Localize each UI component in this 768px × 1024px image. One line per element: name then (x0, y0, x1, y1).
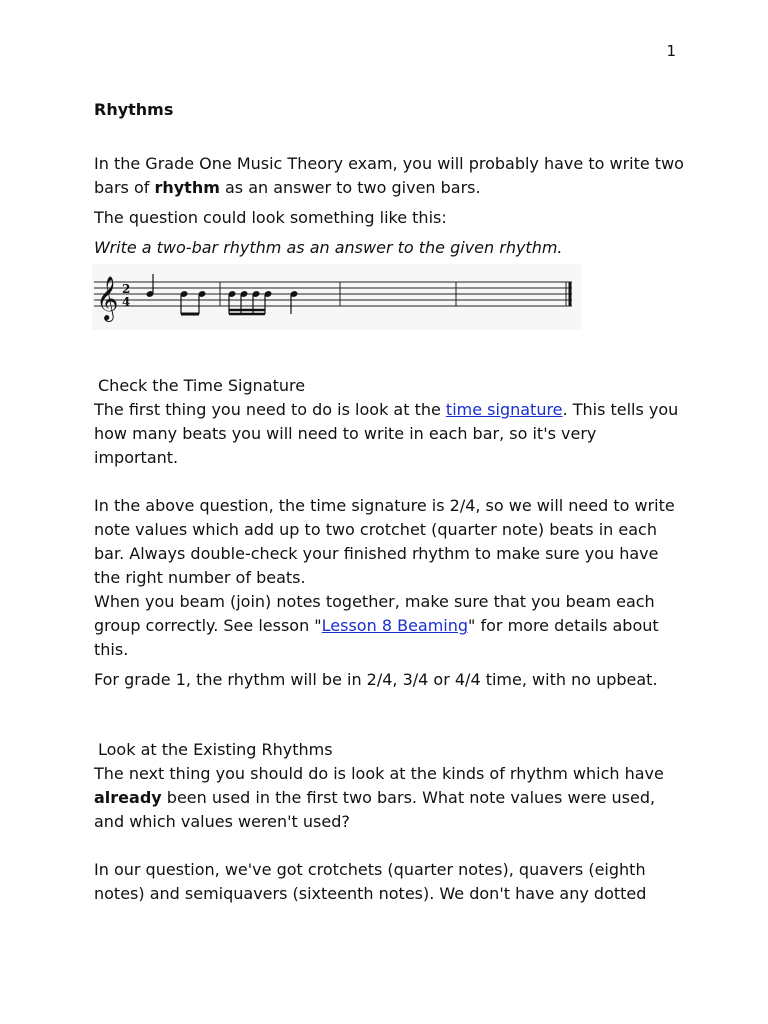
section-title-time-signature: Check the Time Signature (98, 376, 306, 395)
time-signature-link[interactable]: time signature (445, 400, 563, 419)
section-title-existing-rhythms: Look at the Existing Rhythms (98, 740, 333, 759)
page-title: Rhythms (94, 100, 174, 119)
treble-clef-icon: 𝄞 (96, 276, 119, 320)
question-text: Write a two-bar rhythm as an answer to the given rhythm. (94, 238, 563, 257)
two-four-paragraph: In the above question, the time signature is 2/4, so we will need to write note values which add up to two crotchet (quarter note) beats in each bar. Always double-check your finished rhythm to make sure you have the right number of beats. (94, 496, 675, 587)
already-bold-word: already (94, 788, 162, 807)
time-signature-bottom: 4 (122, 295, 131, 309)
lesson-8-beaming-link[interactable]: Lesson 8 Beaming (321, 616, 469, 635)
note-values-paragraph: In our question, we've got crotchets (quarter notes), quavers (eighth notes) and semiquavers (sixteenth notes). We don't have any dotted (94, 860, 647, 903)
question-intro: The question could look something like this: (94, 208, 447, 227)
intro-text-end: as an answer to two given bars. (219, 178, 481, 197)
music-staff-example (92, 264, 582, 330)
time-signature-paragraph (94, 398, 684, 470)
page-number: 1 (666, 42, 676, 60)
document-body (94, 98, 684, 906)
staff-background (92, 264, 582, 330)
music-staff-svg (92, 264, 582, 330)
paragraph-text: The next thing you should do is look at the kinds of rhythm which have (94, 764, 664, 783)
paragraph-text: The first thing you need to do is look at the (94, 400, 446, 419)
intro-text: In the Grade One Music Theory exam, you will probably have to write two bars of (94, 154, 684, 197)
existing-rhythms-paragraph (94, 762, 684, 834)
paragraph-text-end: " for more details about this. (94, 616, 659, 659)
beaming-paragraph (94, 590, 684, 662)
time-signature-top: 2 (122, 282, 131, 296)
grade-one-paragraph: For grade 1, the rhythm will be in 2/4, 3/4 or 4/4 time, with no upbeat. (94, 670, 658, 689)
paragraph-text-end: . This tells you how many beats you will need to write in each bar, so it's very important. (94, 400, 679, 467)
paragraph-text-end: been used in the first two bars. What note values were used, and which values weren't used? (94, 788, 656, 831)
paragraph-text: When you beam (join) notes together, make sure that you beam each group correctly. See lesson " (94, 592, 655, 635)
intro-paragraph (94, 152, 684, 200)
rhythm-bold-word: rhythm (154, 178, 220, 197)
